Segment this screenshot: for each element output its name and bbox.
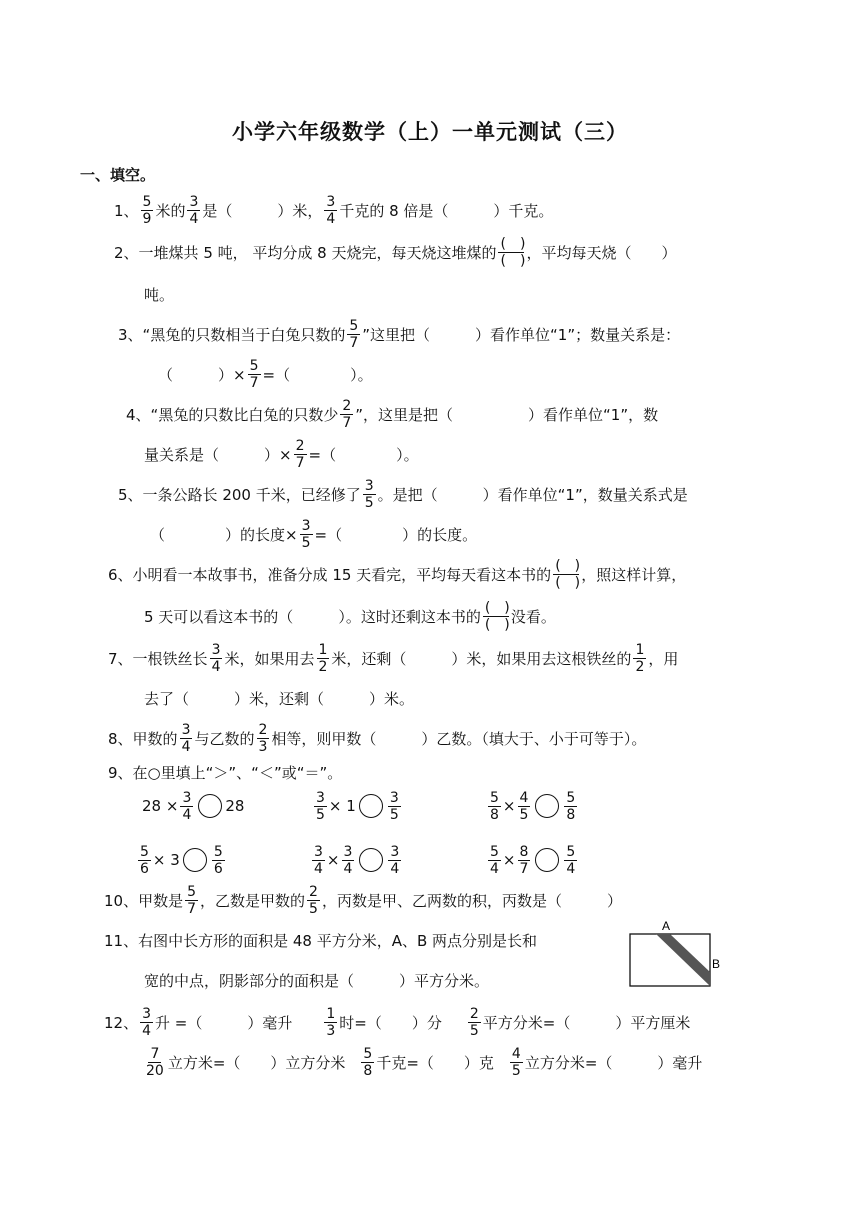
question-number: 11、 bbox=[104, 931, 139, 950]
rectangle-figure bbox=[626, 918, 726, 990]
question-text: 是（ ）米， bbox=[202, 201, 323, 220]
question-3-cont bbox=[158, 352, 373, 396]
operator: × bbox=[326, 851, 340, 869]
question-text: 甲数的 bbox=[132, 729, 178, 748]
question-text: 宽的中点，阴影部分的面积是（ ）平方分米。 bbox=[144, 971, 490, 990]
question-text: ，乙数是甲数的 bbox=[200, 891, 306, 910]
question-5 bbox=[118, 472, 688, 516]
question-number: 3、 bbox=[118, 325, 143, 344]
operand: 28 bbox=[225, 797, 245, 815]
question-10 bbox=[104, 878, 622, 922]
question-text: 甲数是 bbox=[138, 891, 184, 910]
question-text: 一根铁丝长 bbox=[132, 649, 208, 668]
compare-item bbox=[312, 784, 403, 828]
question-1 bbox=[114, 188, 553, 232]
question-text: （ ）的长度× bbox=[150, 525, 298, 544]
operand: 28 bbox=[142, 797, 162, 815]
question-text: ”，这里是把（ ）看作单位“1”，数 bbox=[355, 405, 659, 424]
operand: 1 bbox=[346, 797, 356, 815]
operator: × bbox=[165, 797, 179, 815]
fraction: $\frac{3}{4}$ bbox=[211, 641, 221, 675]
operand: 3 bbox=[170, 851, 180, 869]
question-text: 千克的 8 倍是（ ）千克。 bbox=[339, 201, 554, 220]
question-11 bbox=[104, 918, 537, 962]
fraction: $\frac{3}{4}$ bbox=[182, 789, 192, 823]
question-number: 1、 bbox=[114, 201, 139, 220]
compare-circle[interactable] bbox=[359, 848, 383, 872]
fraction: $\frac{4}{5}$ bbox=[511, 1045, 521, 1079]
compare-item bbox=[136, 838, 227, 882]
question-text: 相等，则甲数（ ）乙数。（填大于、小于可等于）。 bbox=[271, 729, 647, 748]
fraction: $\frac{4}{5}$ bbox=[519, 789, 529, 823]
fraction: $\frac{1}{3}$ bbox=[326, 1005, 336, 1039]
compare-item bbox=[486, 784, 579, 828]
question-text: 5 天可以看这本书的（ ）。这时还剩这本书的 bbox=[144, 607, 481, 626]
question-7-cont bbox=[144, 676, 414, 720]
question-11-cont bbox=[144, 958, 489, 1002]
fraction: $\frac{5}{7}$ bbox=[249, 357, 259, 391]
compare-item bbox=[310, 838, 403, 882]
question-text: ，用 bbox=[648, 649, 679, 668]
fraction: $\frac{5}{8}$ bbox=[363, 1045, 373, 1079]
fraction: $\frac{5}{4}$ bbox=[566, 843, 576, 877]
question-text: 升 =（ ）毫升 bbox=[155, 1013, 293, 1032]
operator: × bbox=[328, 797, 342, 815]
question-number: 5、 bbox=[118, 485, 143, 504]
question-text: ，平均每天烧（ ） bbox=[526, 243, 677, 262]
question-text: 右图中长方形的面积是 48 平方分米，A、B 两点分别是长和 bbox=[138, 931, 538, 950]
compare-circle[interactable] bbox=[535, 848, 559, 872]
fraction: $\frac{5}{8}$ bbox=[490, 789, 499, 823]
fraction: $\frac{5}{9}$ bbox=[142, 193, 152, 227]
compare-circle[interactable] bbox=[183, 848, 207, 872]
question-number: 9、 bbox=[108, 763, 133, 782]
fraction: $\frac{3}{4}$ bbox=[142, 1005, 152, 1039]
page-title: 小学六年级数学（上）一单元测试（三） bbox=[232, 120, 628, 144]
question-text: 没看。 bbox=[510, 607, 556, 626]
question-number: 8、 bbox=[108, 729, 133, 748]
question-6-cont bbox=[144, 594, 556, 638]
question-text: 平方分米=（ ）平方厘米 bbox=[482, 1013, 691, 1032]
question-2 bbox=[114, 230, 677, 274]
question-text: =（ ）。 bbox=[262, 365, 373, 384]
fraction: $\frac{3}{4}$ bbox=[181, 721, 191, 755]
fraction: $\frac{2}{7}$ bbox=[342, 397, 352, 431]
question-text: “黑兔的只数相当于白兔只数的 bbox=[142, 325, 346, 344]
question-text: 量关系是（ ）× bbox=[144, 445, 292, 464]
operator: × bbox=[502, 797, 516, 815]
question-number: 2、 bbox=[114, 243, 139, 262]
question-text: =（ ）的长度。 bbox=[314, 525, 478, 544]
question-number: 6、 bbox=[108, 565, 133, 584]
fraction: $\frac{8}{7}$ bbox=[519, 843, 529, 877]
question-number: 12、 bbox=[104, 1013, 139, 1032]
fraction: $\frac{3}{5}$ bbox=[389, 789, 399, 823]
question-text: ”这里把（ ）看作单位“1”；数量关系是： bbox=[362, 325, 681, 344]
blank-fraction[interactable]: $\frac{( )}{( )}$ bbox=[555, 557, 581, 591]
question-text: “黑兔的只数比白兔的只数少 bbox=[150, 405, 339, 424]
question-text: 立方米=（ ）立方分米 bbox=[167, 1053, 346, 1072]
question-4 bbox=[126, 392, 658, 436]
fraction: $\frac{3}{5}$ bbox=[301, 517, 311, 551]
question-text: （ ）× bbox=[158, 365, 246, 384]
blank-fraction[interactable]: $\frac{( )}{( )}$ bbox=[500, 235, 526, 269]
question-text: 。是把（ ）看作单位“1”，数量关系式是 bbox=[377, 485, 688, 504]
fraction: $\frac{2}{5}$ bbox=[309, 883, 318, 917]
fraction: $\frac{5}{8}$ bbox=[566, 789, 576, 823]
question-text: 与乙数的 bbox=[194, 729, 255, 748]
question-12 bbox=[104, 1000, 690, 1044]
question-12-cont bbox=[142, 1040, 702, 1084]
fraction: $\frac{1}{2}$ bbox=[318, 641, 328, 675]
question-7 bbox=[108, 636, 678, 680]
question-number: 7、 bbox=[108, 649, 133, 668]
fraction: $\frac{3}{4}$ bbox=[390, 843, 400, 877]
fraction: $\frac{3}{5}$ bbox=[316, 789, 325, 823]
fraction: $\frac{3}{5}$ bbox=[364, 477, 374, 511]
fraction: $\frac{3}{4}$ bbox=[343, 843, 353, 877]
fraction: $\frac{1}{2}$ bbox=[635, 641, 645, 675]
question-3 bbox=[118, 312, 680, 356]
fraction: $\frac{3}{4}$ bbox=[314, 843, 323, 877]
question-text: 千克=（ ）克 bbox=[376, 1053, 494, 1072]
question-text: ，照这样计算， bbox=[581, 565, 687, 584]
fraction: $\frac{5}{7}$ bbox=[187, 883, 197, 917]
question-text: 去了（ ）米，还剩（ ）米。 bbox=[144, 689, 415, 708]
question-text: 米的 bbox=[155, 201, 186, 220]
fraction: $\frac{5}{6}$ bbox=[140, 843, 149, 877]
question-text: 时=（ ）分 bbox=[339, 1013, 442, 1032]
fraction: $\frac{2}{7}$ bbox=[295, 437, 305, 471]
question-text: 一条公路长 200 千米，已经修了 bbox=[142, 485, 361, 504]
question-text: 立方分米=（ ）毫升 bbox=[524, 1053, 703, 1072]
operator: × bbox=[502, 851, 516, 869]
question-4-cont bbox=[144, 432, 419, 476]
compare-circle[interactable] bbox=[198, 794, 222, 818]
question-5-cont bbox=[150, 512, 477, 556]
question-number: 10、 bbox=[104, 891, 139, 910]
compare-item bbox=[142, 784, 244, 828]
question-text: 一堆煤共 5 吨， 平均分成 8 天烧完，每天烧这堆煤的 bbox=[138, 243, 497, 262]
compare-circle[interactable] bbox=[535, 794, 559, 818]
question-text: 小明看一本故事书，准备分成 15 天看完，平均每天看这本书的 bbox=[132, 565, 552, 584]
question-text: 在○里填上“＞”、“＜”或“＝”。 bbox=[132, 763, 343, 782]
fraction: $\frac{7}{20}$ bbox=[146, 1045, 164, 1079]
fraction: $\frac{2}{5}$ bbox=[469, 1005, 479, 1039]
compare-item bbox=[486, 838, 579, 882]
operator: × bbox=[152, 851, 166, 869]
question-2-cont bbox=[144, 272, 174, 316]
fraction: $\frac{3}{4}$ bbox=[189, 193, 199, 227]
question-number: 4、 bbox=[126, 405, 151, 424]
fraction: $\frac{5}{4}$ bbox=[490, 843, 499, 877]
fraction: $\frac{3}{4}$ bbox=[326, 193, 336, 227]
point-b-label: B bbox=[712, 957, 721, 971]
question-6 bbox=[108, 552, 686, 596]
fraction: $\frac{5}{6}$ bbox=[213, 843, 223, 877]
fraction: $\frac{5}{7}$ bbox=[349, 317, 359, 351]
question-text: 米，如果用去 bbox=[224, 649, 315, 668]
question-text: =（ ）。 bbox=[308, 445, 419, 464]
point-a-label: A bbox=[662, 919, 671, 933]
blank-fraction[interactable]: $\frac{( )}{( )}$ bbox=[484, 599, 510, 633]
question-text: 米，还剩（ ）米，如果用去这根铁丝的 bbox=[331, 649, 632, 668]
compare-circle[interactable] bbox=[359, 794, 383, 818]
section-heading: 一、填空。 bbox=[80, 166, 156, 184]
question-text: ，丙数是甲、乙两数的积，丙数是（ ） bbox=[321, 891, 622, 910]
question-text: 吨。 bbox=[144, 285, 175, 304]
fraction: $\frac{2}{3}$ bbox=[258, 721, 268, 755]
